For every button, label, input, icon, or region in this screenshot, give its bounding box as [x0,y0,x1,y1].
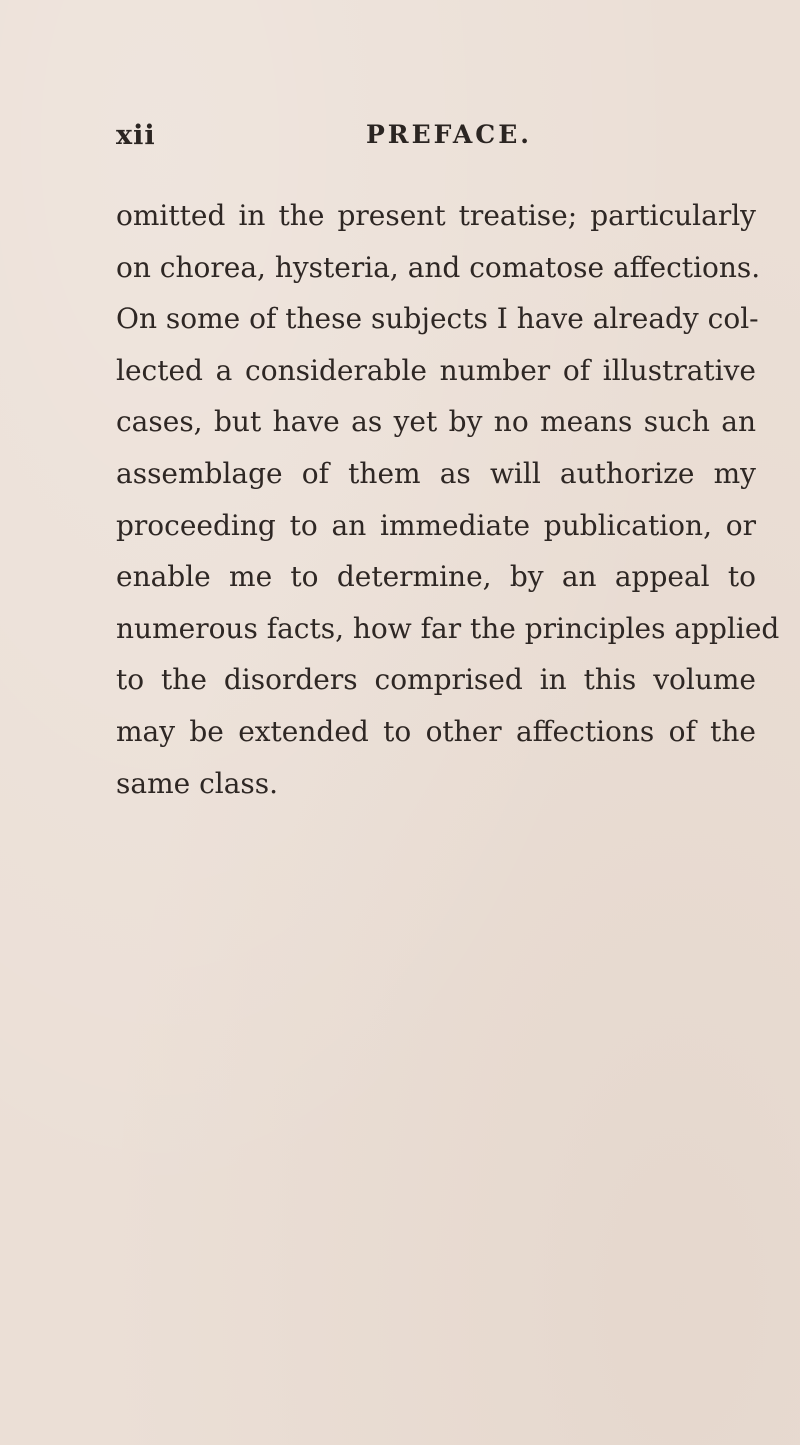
text-line: assemblage of them as will authorize my [116,456,756,490]
body-text [116,190,780,809]
page-number: xii [116,120,156,151]
text-line: lected a considerable number of illustrative [116,353,756,387]
running-head: PREFACE. [366,120,532,149]
page-header [116,120,756,160]
text-line: may be extended to other affections of the [116,714,756,748]
text-line: enable me to determine, by an appeal to [116,560,756,594]
text-line: proceeding to an immediate publication, or [116,508,756,542]
text-line: numerous facts, how far the principles applied [116,611,780,645]
text-line: on chorea, hysteria, and comatose affections. [116,250,761,284]
text-line: On some of these subjects I have already col- [116,302,759,336]
text-line: omitted in the present treatise; particularly [116,199,756,232]
text-line: cases, but have as yet by no means such an [116,405,756,439]
text-line: same class. [116,766,279,800]
text-line: to the disorders comprised in this volume [116,663,756,697]
